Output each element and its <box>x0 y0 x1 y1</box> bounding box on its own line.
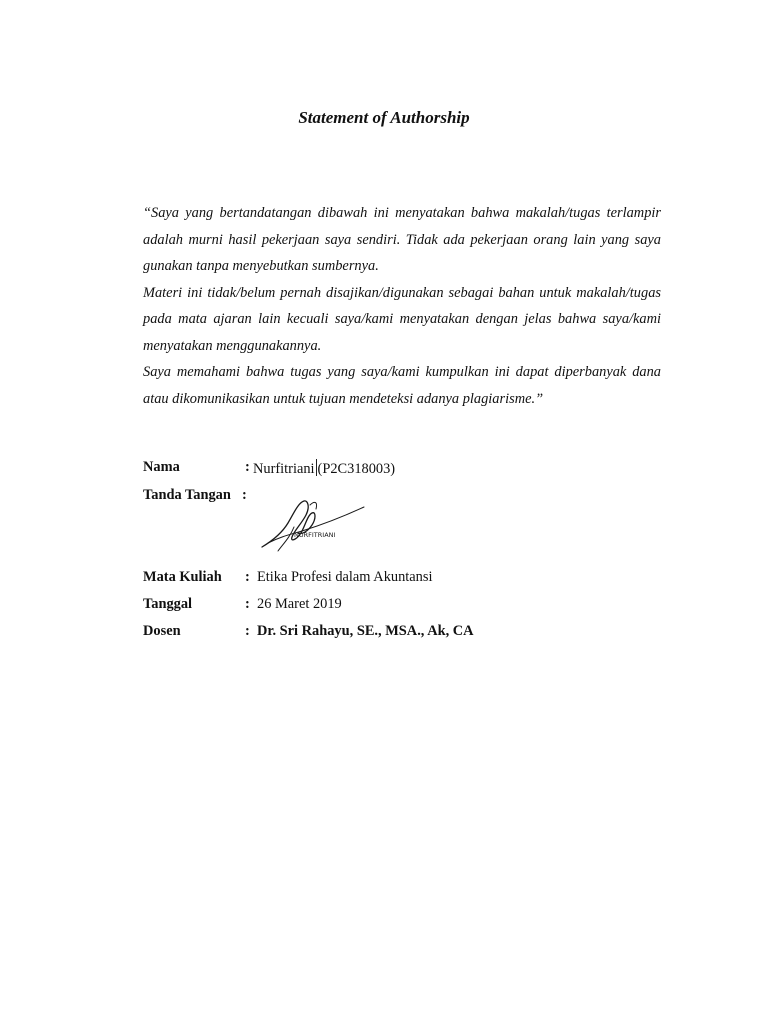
student-id: (P2C318003) <box>317 461 396 477</box>
statement-paragraph-2: Materi ini tidak/belum pernah disajikan/digunakan sebagai bahan untuk makalah/tugas pada mata ajaran lain kecuali saya/kami menyatakan dengan jelas bahwa saya/kami menyatakan menggunakannya. <box>143 284 661 354</box>
field-value-dosen: Dr. Sri Rahayu, SE., MSA., Ak, CA <box>257 623 474 639</box>
field-colon-dosen: : <box>245 623 250 639</box>
field-colon-tanda-tangan: : <box>242 487 247 503</box>
signature-name-text: NURFITRIANI <box>294 531 336 539</box>
field-value-mata-kuliah: Etika Profesi dalam Akuntansi <box>257 569 433 585</box>
student-name: Nurfitriani <box>253 461 315 477</box>
field-value-tanggal: 26 Maret 2019 <box>257 596 342 612</box>
field-label-tanggal: Tanggal <box>143 596 193 612</box>
document-title: Statement of Authorship <box>298 108 470 127</box>
statement-paragraph-1: “Saya yang bertandatangan dibawah ini menyatakan bahwa makalah/tugas terlampir adalah murni hasil pekerjaan saya sendiri. Tidak ada pekerjaan orang lain yang saya gunakan tanpa menyebutkan sumbernya. <box>143 205 661 274</box>
field-label-nama: Nama <box>143 459 180 475</box>
field-value-nama <box>253 459 395 478</box>
field-colon-tanggal: : <box>245 596 250 612</box>
signature-image <box>258 493 368 555</box>
field-label-mata-kuliah: Mata Kuliah <box>143 569 222 585</box>
statement-text <box>143 200 661 412</box>
statement-paragraph-3: Saya memahami bahwa tugas yang saya/kami kumpulkan ini dapat diperbanyak dana atau dikomunikasikan untuk tujuan mendeteksi adanya plagiarisme.” <box>143 364 661 407</box>
field-colon-mata-kuliah: : <box>245 569 250 585</box>
field-label-dosen: Dosen <box>143 623 181 639</box>
field-colon-nama: : <box>245 459 250 475</box>
text-cursor <box>316 459 317 476</box>
field-label-tanda-tangan: Tanda Tangan <box>143 487 231 503</box>
